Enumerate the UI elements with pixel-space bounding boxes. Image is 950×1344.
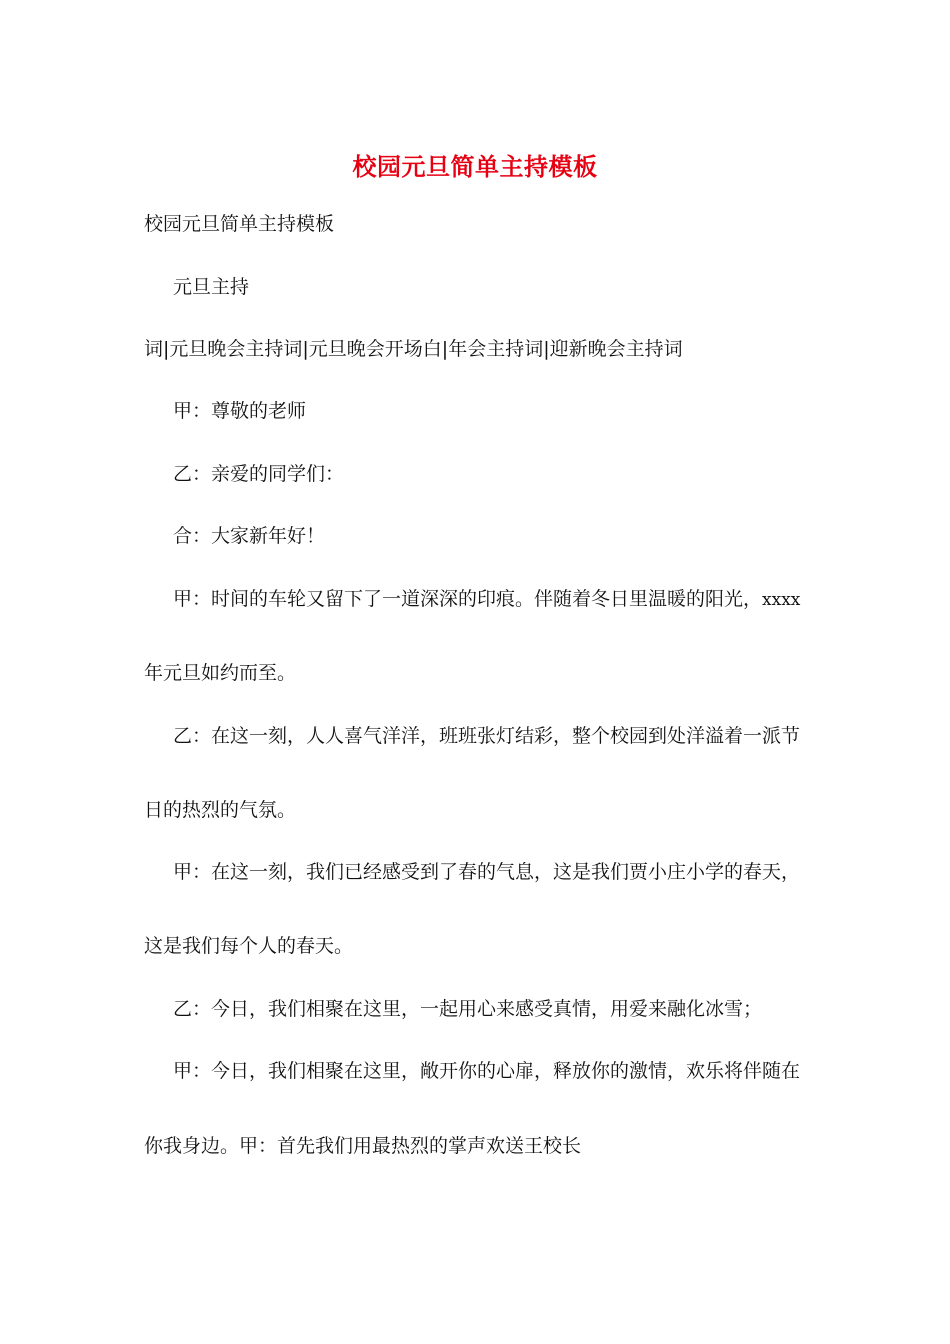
text-line-subtitle: 校园元旦简单主持模板 — [144, 213, 335, 235]
text-year-placeholder: xxxx — [762, 590, 801, 610]
text-line-yi-today: 乙：今日，我们相聚在这里，一起用心来感受真情，用爱来融化冰雪； — [173, 998, 763, 1020]
text-line-new-year-arrives: 年元旦如约而至。 — [144, 662, 297, 684]
text-line-jia-today: 甲：今日，我们相聚在这里，敞开你的心扉，释放你的激情，欢乐将伴随在 — [173, 1060, 801, 1082]
text-line-welcome-principal: 你我身边。甲：首先我们用最热烈的掌声欢送王校长 — [144, 1135, 582, 1157]
text-line-keywords: 词|元旦晚会主持词|元旦晚会开场白|年会主持词|迎新晚会主持词 — [144, 338, 683, 360]
text-line-jia-spring: 甲：在这一刻，我们已经感受到了春的气息，这是我们贾小庄小学的春天， — [173, 861, 801, 883]
document-title: 校园元旦简单主持模板 — [352, 152, 598, 181]
text-line-jia-time-main: 甲：时间的车轮又留下了一道深深的印痕。伴随着冬日里温暖的阳光， — [173, 588, 763, 610]
text-line-he-greeting: 合：大家新年好！ — [173, 525, 326, 547]
text-line-jia-time — [173, 586, 800, 613]
text-line-everyone-spring: 这是我们每个人的春天。 — [144, 935, 354, 957]
text-line-yi-moment: 乙：在这一刻，人人喜气洋洋，班班张灯结彩，整个校园到处洋溢着一派节 — [173, 725, 801, 747]
text-line-festive-atmosphere: 日的热烈的气氛。 — [144, 799, 297, 821]
text-line-jia-greeting: 甲：尊敬的老师 — [173, 400, 307, 422]
text-line-host-intro: 元旦主持 — [173, 276, 250, 298]
text-line-yi-greeting: 乙：亲爱的同学们： — [173, 463, 345, 485]
